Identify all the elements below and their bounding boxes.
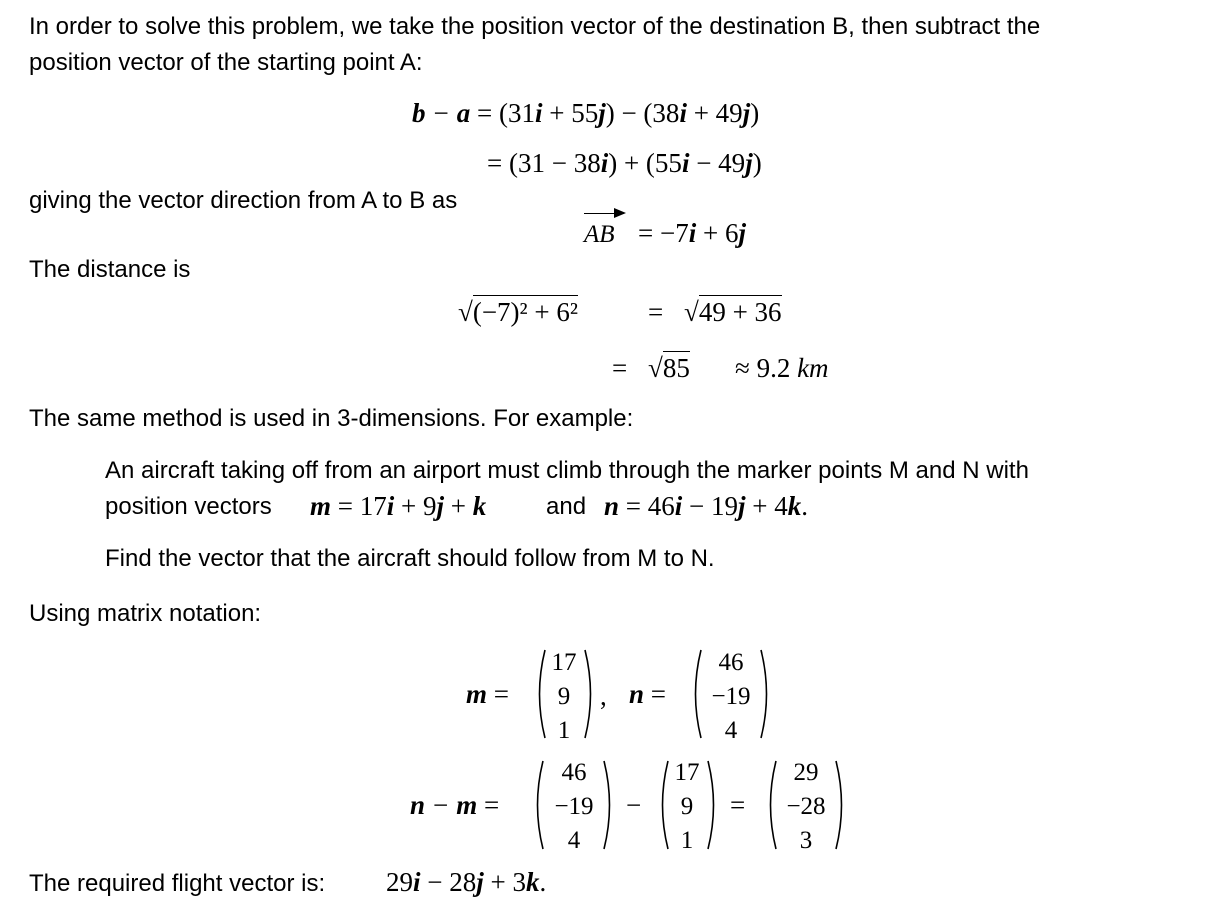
right-paren-icon xyxy=(582,648,598,740)
matrix-m-values-2: 17 9 1 xyxy=(674,759,700,854)
intro-line-2: position vector of the starting point A: xyxy=(29,49,423,76)
matrix-m-values: 17 9 1 xyxy=(551,649,577,744)
matrix-comma: , xyxy=(600,681,607,711)
vector-b: b xyxy=(412,98,426,128)
problem-and: and xyxy=(546,493,587,520)
matrix-equals: = xyxy=(730,790,746,820)
problem-question: Find the vector that the aircraft should follow from M to N. xyxy=(105,545,715,572)
position-vector-n: n = 46i − 19j + 4k. xyxy=(604,491,809,521)
distance-equals-2: = xyxy=(612,353,628,383)
intro-line-1: In order to solve this problem, we take the position vector of the destination B, then subtract the xyxy=(29,13,1041,40)
matrix-n-label: n = xyxy=(629,679,667,709)
vector-a: a xyxy=(456,98,471,128)
vector-arrow-icon xyxy=(584,213,624,214)
matrix-subtraction-label: n − m = xyxy=(410,790,500,820)
matrix-n-values-2: 46 −19 4 xyxy=(554,759,594,854)
right-paren-icon xyxy=(833,759,849,851)
right-paren-icon xyxy=(705,759,721,851)
equation-b-minus-a: b − a = (31i + 55j) − (38i + 49j) xyxy=(412,98,760,128)
distance-text: The distance is xyxy=(29,256,191,283)
matrix-minus: − xyxy=(626,790,642,820)
position-vector-m: m = 17i + 9j + k xyxy=(310,491,487,521)
vector-ab-label: AB xyxy=(584,221,615,248)
distance-root-3: √ 85 xyxy=(648,353,690,383)
problem-line-2: position vectors xyxy=(105,493,272,520)
distance-equals: = xyxy=(648,297,664,327)
same-method-text: The same method is used in 3-dimensions. For example: xyxy=(29,405,634,432)
matrix-m-label: m = xyxy=(466,679,509,709)
matrix-result-values: 29 −28 3 xyxy=(786,759,826,854)
distance-root-1: √ (−7)² + 6² xyxy=(458,297,578,327)
result-vector: 29i − 28j + 3k. xyxy=(386,867,547,897)
result-text: The required flight vector is: xyxy=(29,870,326,897)
right-paren-icon xyxy=(601,759,617,851)
distance-approx: ≈ 9.2 km xyxy=(735,353,829,383)
sqrt-icon: √ xyxy=(648,353,663,383)
left-paren-icon xyxy=(530,759,546,851)
matrix-notation-text: Using matrix notation: xyxy=(29,600,262,627)
giving-text: giving the vector direction from A to B as xyxy=(29,187,458,214)
right-paren-icon xyxy=(758,648,774,740)
problem-line-1: An aircraft taking off from an airport must climb through the marker points M and N with xyxy=(105,457,1029,484)
distance-root-2: √ 49 + 36 xyxy=(684,297,782,327)
vector-ab-value: = −7i + 6j xyxy=(638,218,746,248)
equation-expanded: = (31 − 38i) + (55i − 49j) xyxy=(487,148,762,178)
sqrt-icon: √ xyxy=(684,297,699,327)
matrix-n-values: 46 −19 4 xyxy=(711,649,751,744)
sqrt-icon: √ xyxy=(458,297,473,327)
